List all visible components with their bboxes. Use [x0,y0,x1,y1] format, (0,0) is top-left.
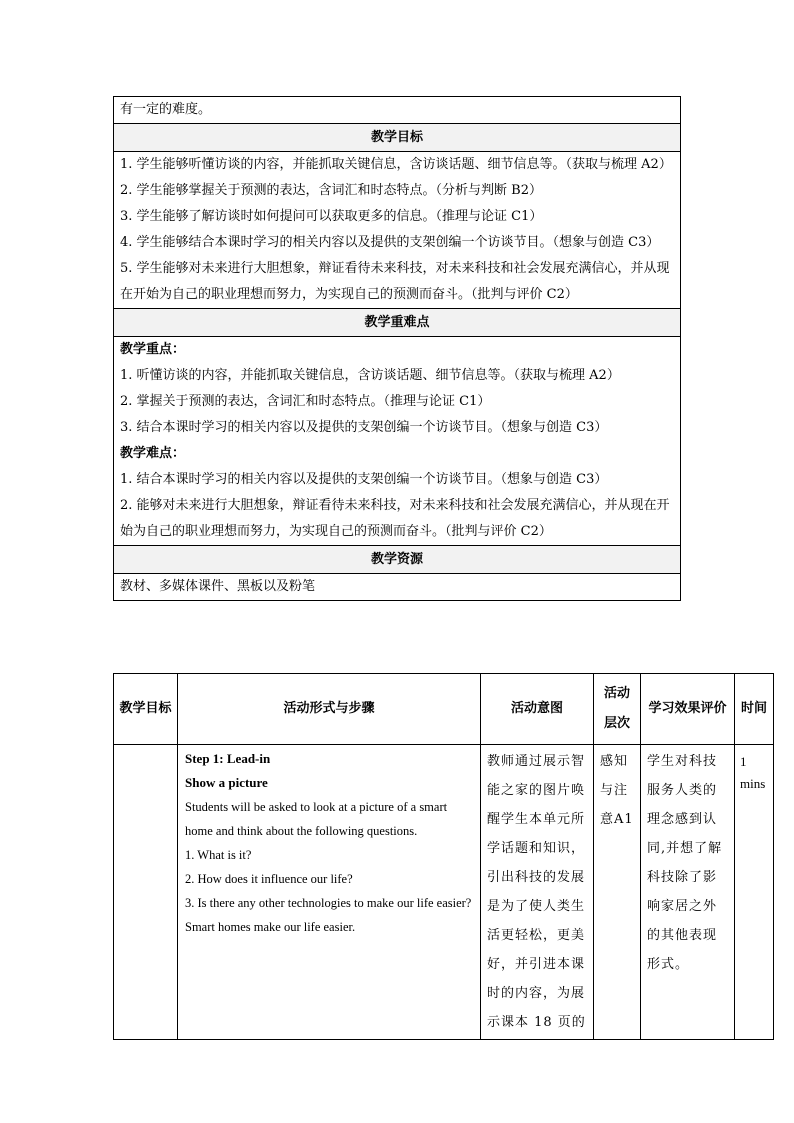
header-level: 活动层次 [594,674,641,745]
step-line: Smart homes make our life easier. [185,920,356,934]
step-line: Students will be asked to look at a picture of a smart home and think about the following questions. [185,800,448,838]
key-point-item: 1. 听懂访谈的内容，并能抓取关键信息，含访谈话题、细节信息等。（获取与梳理 A2） [120,368,620,383]
header-goal: 教学目标 [114,674,178,745]
objectives-cell [114,152,681,309]
activity-header-row [114,674,774,745]
header-intent: 活动意图 [481,674,594,745]
step-title: Step 1: Lead-in [185,751,271,766]
activity-table [113,673,774,1040]
resources-text: 教材、多媒体课件、黑板以及粉笔 [114,574,681,601]
keypoints-cell [114,337,681,546]
steps-cell [178,745,481,1040]
step-line: 2. How does it influence our life? [185,872,353,886]
header-steps: 活动形式与步骤 [178,674,481,745]
keypoints-header: 教学重难点 [114,309,681,337]
goal-cell [114,745,178,1040]
objective-item: 2. 学生能够掌握关于预测的表达，含词汇和时态特点。（分析与判断 B2） [120,183,542,198]
level-cell: 感知与注意A1 [594,745,641,1040]
intro-text: 有一定的难度。 [114,97,681,124]
key-point-item: 3. 结合本课时学习的相关内容以及提供的支架创编一个访谈节目。（想象与创造 C3） [120,420,608,435]
evaluation-cell: 学生对科技服务人类的理念感到认同,并想了解科技除了影响家居之外的其他表现形式。 [641,745,735,1040]
step-subtitle: Show a picture [185,775,268,790]
time-cell: 1 mins [735,745,774,1040]
key-label: 教学重点： [120,342,186,357]
lesson-plan-top-table [113,96,681,601]
objective-item: 1. 学生能够听懂访谈的内容，并能抓取关键信息，含访谈话题、细节信息等。（获取与梳理 A2） [120,157,672,172]
difficult-point-item: 1. 结合本课时学习的相关内容以及提供的支架创编一个访谈节目。（想象与创造 C3） [120,472,608,487]
difficult-label: 教学难点： [120,446,186,461]
objective-item: 5. 学生能够对未来进行大胆想象，辩证看待未来科技，对未来科技和社会发展充满信心，并从现在开始为自己的职业理想而努力，为实现自己的预测而奋斗。（批判与评价 C2） [120,261,670,302]
objectives-header: 教学目标 [114,124,681,152]
header-evaluation: 学习效果评价 [641,674,735,745]
resources-header: 教学资源 [114,546,681,574]
objective-item: 4. 学生能够结合本课时学习的相关内容以及提供的支架创编一个访谈节目。（想象与创造 C3） [120,235,660,250]
intent-cell: 教师通过展示智能之家的图片唤醒学生本单元所学话题和知识，引出科技的发展是为了使人类生活更轻松，更美好，并引进本课时的内容，为展示课本 18 页的 [481,745,594,1040]
activity-row [114,745,774,1040]
difficult-point-item: 2. 能够对未来进行大胆想象，辩证看待未来科技，对未来科技和社会发展充满信心，并从现在开始为自己的职业理想而努力，为实现自己的预测而奋斗。（批判与评价 C2） [120,498,670,539]
objective-item: 3. 学生能够了解访谈时如何提问可以获取更多的信息。（推理与论证 C1） [120,209,543,224]
key-point-item: 2. 掌握关于预测的表达，含词汇和时态特点。（推理与论证 C1） [120,394,491,409]
step-line: 3. Is there any other technologies to make our life easier? [185,896,472,910]
step-line: 1. What is it? [185,848,252,862]
header-time: 时间 [735,674,774,745]
